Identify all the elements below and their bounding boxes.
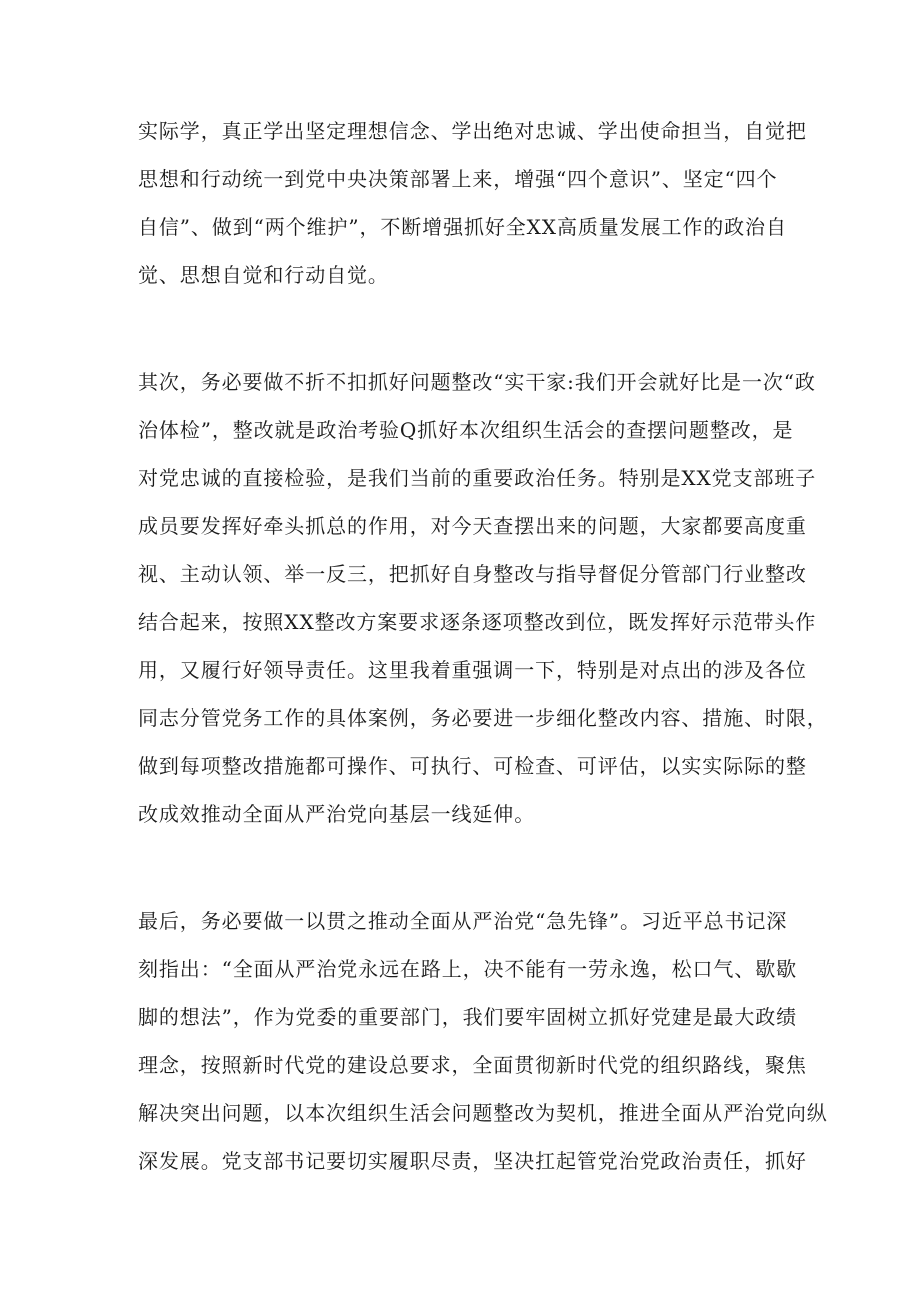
text-line: 其次，务必要做不折不扣抓好问题整改“实干家:我们开会就好比是一次“政: [138, 370, 816, 394]
text-line: 解决突出问题，以本次组织生活会问题整改为契机，推进全面从严治党向纵: [138, 1101, 828, 1125]
text-line: 用，又履行好领导责任。这里我着重强调一下，特别是对点出的涉及各位: [138, 658, 807, 682]
text-line: 最后，务必要做一以贯之推动全面从严治党“急先锋”。习近平总书记深: [138, 909, 788, 933]
text-line: 治体检”，整改就是政治考验Q抓好本次组织生活会的查摆问题整改，是: [138, 418, 794, 442]
text-line: 实际学，真正学出坚定理想信念、学出绝对忠诚、学出使命担当，自觉把: [138, 119, 807, 143]
text-line: 对党忠诚的直接检验，是我们当前的重要政治任务。特别是XX党支部班子: [138, 466, 817, 490]
text-line: 改成效推动全面从严治党向基层一线延伸。: [138, 802, 536, 826]
text-line: 思想和行动统一到党中央决策部署上来，增强“四个意识”、坚定“四个: [138, 167, 778, 191]
text-line: 脚的想法”，作为党委的重要部门，我们要牢固树立抓好党建是最大政绩: [138, 1005, 798, 1029]
text-line: 刻指出：“全面从严治党永远在路上，决不能有一劳永逸，松口气、歇歇: [138, 957, 798, 981]
text-line: 深发展。党支部书记要切实履职尽责，坚决扛起管党治党政治责任，抓好: [138, 1149, 807, 1173]
text-line: 视、主动认领、举一反三，把抓好自身整改与指导督促分管部门行业整改: [138, 562, 807, 586]
text-line: 成员要发挥好牵头抓总的作用，对今天查摆出来的问题，大家都要高度重: [138, 514, 807, 538]
text-line: 同志分管党务工作的具体案例，务必要进一步细化整改内容、措施、时限，: [138, 706, 828, 730]
text-line: 做到每项整改措施都可操作、可执行、可检查、可评估，以实实际际的整: [138, 754, 807, 778]
text-line: 结合起来，按照XX整改方案要求逐条逐项整改到位，既发挥好示范带头作: [138, 610, 817, 634]
text-line: 觉、思想自觉和行动自觉。: [138, 263, 389, 287]
text-line: 自信”、做到“两个维护”，不断增强抓好全XX高质量发展工作的政治自: [138, 215, 787, 239]
text-line: 理念，按照新时代党的建设总要求，全面贯彻新时代党的组织路线，聚焦: [138, 1053, 807, 1077]
